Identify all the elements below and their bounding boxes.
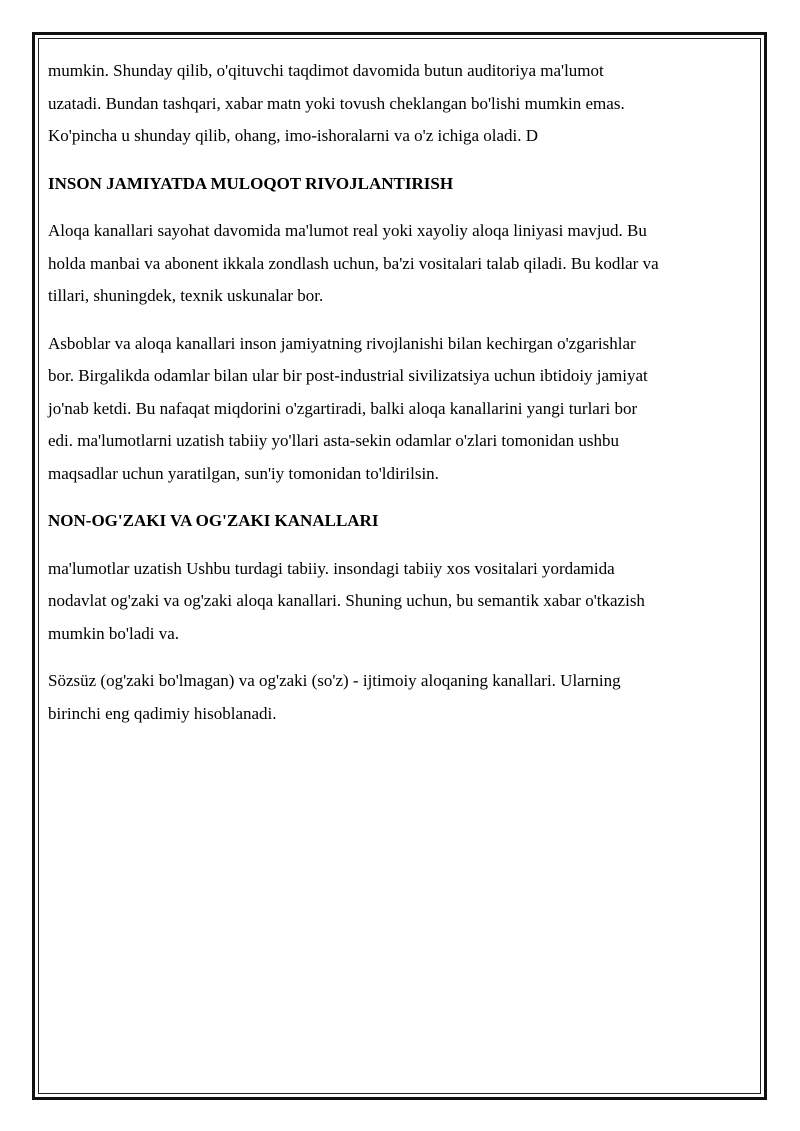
document-body [48, 55, 748, 745]
section-heading-society-communication: INSON JAMIYATDA MULOQOT RIVOJLANTIRISH [48, 173, 454, 193]
paragraph-verbal-nonverbal-channels: Sözsüz (og'zaki bo'lmagan) va og'zaki (so'z) - ijtimoiy aloqaning kanallari. Ularning birinchi eng qadimiy hisoblanadi. [48, 671, 621, 723]
paragraph-intro-continuation: mumkin. Shunday qilib, o'qituvchi taqdimot davomida butun auditoriya ma'lumot uzatadi. Bundan tashqari, xabar matn yoki tovush cheklangan bo'lishi mumkin emas. Ko'pincha u shunday qilib, ohang, imo-ishoralarni va o'z ichiga oladi. D [48, 61, 625, 145]
paragraph-natural-transmission: ma'lumotlar uzatish Ushbu turdagi tabiiy. insondagi tabiiy xos vositalari yordamida nodavlat og'zaki va og'zaki aloqa kanallari. Shuning uchun, bu semantik xabar o'tkazish mumkin bo'ladi va. [48, 558, 645, 643]
paragraph-communication-channels: Aloqa kanallari sayohat davomida ma'lumot real yoki xayoliy aloqa liniyasi mavjud. Bu holda manbai va abonent ikkala zondlash uchun, ba'zi vositalari talab qiladi. Bu kodlar va tillari, shuningdek, texnik uskunalar bor. [48, 221, 659, 305]
paragraph-tools-and-channels: Asboblar va aloqa kanallari inson jamiyatning rivojlanishi bilan kechirgan o'zgarishlar bor. Birgalikda odamlar bilan ular bir post-industrial sivilizatsiya uchun ibtidoiy jamiyat jo'nab ketdi. Bu nafaqat miqdorini o'zgartiradi, balki aloqa kanallarini yangi turlari bor edi. ma'lumotlarni uzatish tabiiy yo'llari asta-sekin odamlar o'zlari tomonidan ushbu maqsadlar uchun yaratilgan, sun'iy tomonidan to'ldirilsin. [48, 333, 648, 483]
section-heading-verbal-nonverbal: NON-OG'ZAKI VA OG'ZAKI KANALLARI [48, 511, 379, 530]
